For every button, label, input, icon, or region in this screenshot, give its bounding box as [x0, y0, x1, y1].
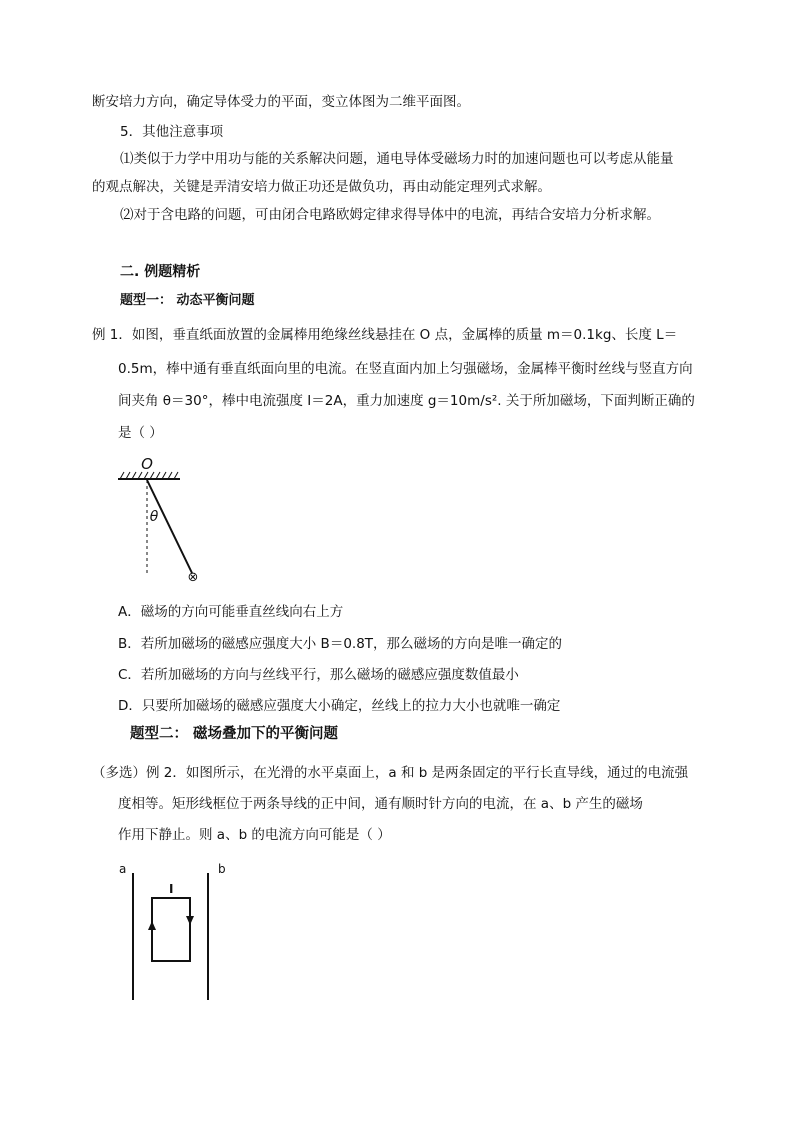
label-current-i: I [169, 882, 174, 896]
example1-line-1: 例 1．如图，垂直纸面放置的金属棒用绝缘丝线悬挂在 O 点，金属棒的质量 m＝0.1kg、长度 L＝ [92, 327, 678, 343]
example1-line-3: 间夹角 θ＝30°，棒中电流强度 I＝2A，重力加速度 g＝10m/s². 关于所加磁场，下面判断正确的 [118, 393, 695, 409]
intro-line: 断安培力方向，确定导体受力的平面，变立体图为二维平面图。 [92, 94, 470, 110]
question-type-1: 题型一： 动态平衡问题 [120, 293, 255, 308]
heading-5: 5．其他注意事项 [120, 124, 224, 140]
option-a: A．磁场的方向可能垂直丝线向右上方 [118, 604, 344, 620]
up-arrow-icon [148, 921, 156, 930]
thread-line [147, 480, 192, 573]
example2-line-2: 度相等。矩形线框位于两条导线的正中间，通有顺时针方向的电流，在 a、b 产生的磁场 [118, 796, 643, 812]
current-into-page-icon: ⊗ [187, 570, 199, 585]
paragraph-1-line-1: ⑴类似于力学中用功与能的关系解决问题，通电导体受磁场力时的加速问题也可以考虑从能量 [120, 151, 674, 167]
pendulum-figure [110, 452, 210, 592]
paragraph-2-line-1: ⑵对于含电路的问题，可由闭合电路欧姆定律求得导体中的电流，再结合安培力分析求解。 [120, 207, 660, 223]
rectangular-loop [152, 898, 190, 961]
example2-line-1: （多选）例 2．如图所示，在光滑的水平桌面上，a 和 b 是两条固定的平行长直导线，通过的电流强 [92, 765, 689, 781]
example1-line-4: 是（ ） [118, 425, 163, 441]
label-o: O [141, 455, 153, 473]
question-type-2: 题型二： 磁场叠加下的平衡问题 [130, 726, 339, 742]
label-b: b [218, 862, 226, 876]
example2-line-3: 作用下静止。则 a、b 的电流方向可能是（ ） [118, 827, 391, 843]
option-b: B．若所加磁场的磁感应强度大小 B＝0.8T，那么磁场的方向是唯一确定的 [118, 636, 563, 652]
option-d: D．只要所加磁场的磁感应强度大小确定，丝线上的拉力大小也就唯一确定 [118, 698, 561, 714]
option-c: C．若所加磁场的方向与丝线平行，那么磁场的磁感应强度数值最小 [118, 667, 519, 683]
paragraph-1-line-2: 的观点解决，关键是弄清安培力做正功还是做负功，再由动能定理列式求解。 [92, 179, 551, 195]
ceiling-hatch [120, 472, 178, 479]
wires-loop-figure [110, 855, 240, 1015]
label-a: a [119, 862, 127, 876]
section-title: 二. 例题精析 [120, 264, 201, 280]
label-theta: θ [149, 509, 159, 525]
down-arrow-icon [186, 916, 194, 925]
example1-line-2: 0.5m，棒中通有垂直纸面向里的电流。在竖直面内加上匀强磁场，金属棒平衡时丝线与竖直方向 [118, 361, 693, 377]
